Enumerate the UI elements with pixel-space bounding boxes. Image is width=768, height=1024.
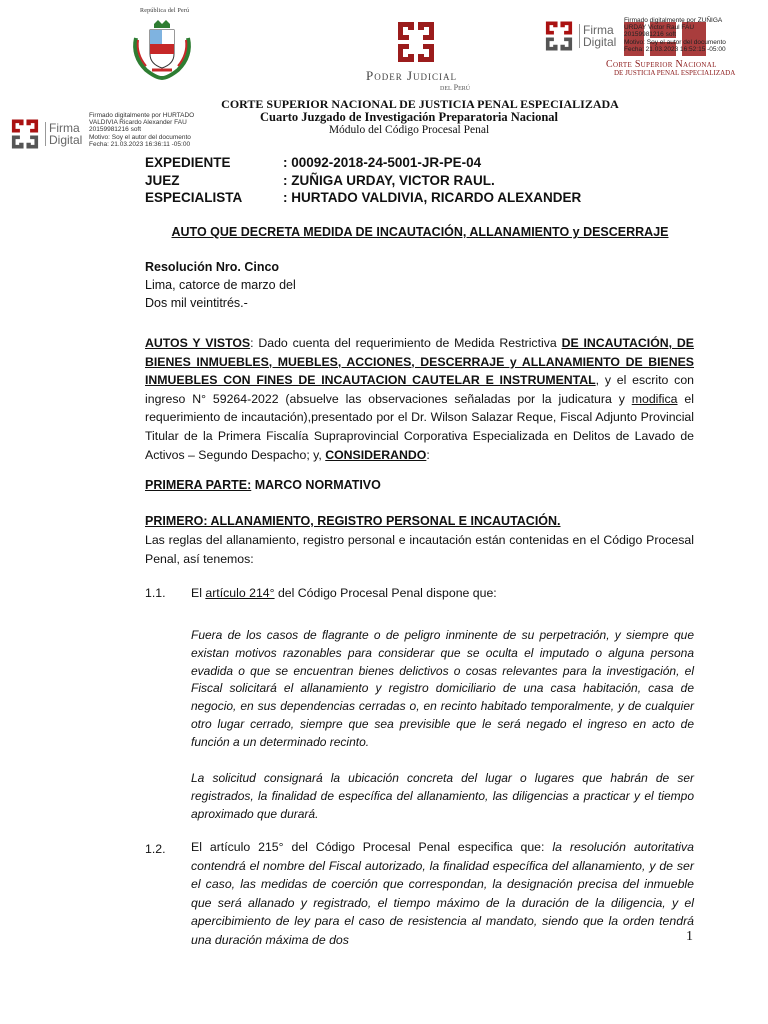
pj-emblem-icon: [396, 20, 436, 64]
poder-judicial-logo: [396, 20, 436, 64]
escudo-title: República del Perú: [140, 8, 190, 14]
sign-right-line: URDAY Victor Raul FAU: [624, 24, 695, 32]
firma-label-2: Digital: [49, 133, 83, 147]
court-line-3: Módulo del Código Procesal Penal: [328, 124, 490, 136]
firma-label-1: Firma: [583, 23, 614, 37]
court-line-2: Cuarto Juzgado de Investigación Preparatoria Nacional: [259, 110, 559, 124]
resolution-date-2: Dos mil veintitrés.-: [145, 296, 248, 310]
csn-title: Corte Superior Nacional: [606, 59, 717, 70]
sign-right-line: Firmado digitalmente por ZUÑIGA: [624, 17, 723, 24]
sign-left-line: Firmado digitalmente por HURTADO: [89, 112, 195, 119]
quote-art-214-p2: La solicitud consignará la ubicación concreta del lugar o lugares que habrán de ser registrados, la finalidad de específica del allanamiento, las diligencias a practicar y el tiempo aproximado que durará.: [191, 771, 694, 821]
item-text: [191, 584, 694, 603]
resolution-number: Resolución Nro. Cinco: [145, 260, 280, 274]
item-text-post: del Código Procesal Penal dispone que:: [274, 586, 497, 600]
primero-rest: ALLANAMIENTO, REGISTRO PERSONAL E INCAUTACIÓN.: [207, 514, 561, 528]
item-text-pre: El: [191, 586, 206, 600]
firma-label-2: Digital: [583, 35, 617, 49]
quote-art-214-p1: Fuera de los casos de flagrante o de peligro inminente de su perpetración, y siempre que existan motivos razonables para considerar que se oculta el imputado o alguna persona evadida o que se encuentran bienes delictivos o cosas relevantes para la investigación, el Fiscal solicitará el allanamiento y registro domiciliario de una casa habitación, casa de negocio, en sus dependencias cerradas o, en recinto habitado temporalmente, y de cualquier otro lugar cerrado, siempre que sea previsible que le será negado el ingreso en acto de función a un determinado recinto.: [191, 628, 694, 749]
autos-lead: AUTOS Y VISTOS: [145, 336, 251, 350]
pj-sub-text: del Perú: [440, 83, 471, 92]
part-heading-rest: MARCO NORMATIVO: [251, 478, 381, 492]
primero-heading: [145, 514, 561, 528]
especialista-label: ESPECIALISTA: [145, 190, 243, 205]
autos-modifica: modifica: [631, 391, 678, 406]
sign-right-block: [624, 17, 734, 53]
autos-text-2: , y el escrito con ingreso N° 59264-2022 (absuelve las observaciones señaladas por la judicatura y: [145, 373, 694, 406]
sign-left-line: Fecha: 21.03.2023 16:36:11 -05:00: [89, 140, 191, 148]
especialista-row: [145, 190, 581, 205]
sign-right-line: Fecha: 21.03.2023 16:52:15 -05:00: [624, 45, 726, 53]
autos-bold-measures: DE INCAUTACIÓN, DE BIENES INMUEBLES, MUEBLES, ACCIONES, DESCERRAJE y ALLANAMIENTO DE BIENES INMUEBLES CON FINES DE INCAUTACION CAUTELAR E INSTRUMENTAL: [145, 336, 694, 388]
sign-left-line: 20159981216 soft: [89, 126, 142, 134]
juez-label: JUEZ: [145, 173, 180, 188]
especialista-value: : HURTADO VALDIVIA, RICARDO ALEXANDER: [283, 190, 582, 205]
sign-left-line: VALDIVIA Ricardo Alexander FAU: [89, 119, 187, 127]
expediente-row: [145, 155, 481, 170]
firma-label-1: Firma: [49, 121, 80, 135]
sign-left-line: Motivo: Soy el autor del documento: [89, 133, 191, 141]
autos-text-1: : Dado cuenta del requerimiento de Medida Restrictiva: [250, 336, 562, 350]
primero-prefix: PRIMERO:: [145, 514, 208, 528]
primero-intro: Las reglas del allanamiento, registro personal e incautación están contenidas en el Código Procesal Penal, así tenemos:: [145, 533, 694, 566]
resolution-date-1: Lima, catorce de marzo del: [145, 278, 296, 292]
firma-digital-icon: [542, 20, 576, 52]
autos-paragraph: [145, 334, 694, 464]
sign-right-line: Motivo: Soy el autor del documento: [624, 38, 726, 46]
firma-digital-right: [542, 20, 616, 52]
coat-of-arms-icon: [122, 8, 202, 80]
item-text-italic: la resolución autoritativa contendrá el nombre del Fiscal autorizado, la finalidad específica del allanamiento, y de ser el caso, las medidas de coerción que correspondan, la designación precisa del inmueble que será allanado y registrado, el tiempo máximo de la duración de la diligencia, y el apercibimiento de ley para el caso de resistencia al mandato, siendo que la orden tendrá una duración máxima de dos: [191, 840, 694, 947]
autos-text-3: el requerimiento de incautación),presentado por el Dr. Wilson Salazar Reque, Fiscal Adjunto Provincial Titular de la Primera Fiscalía Supraprovincial Corporativa Especializada en Delitos de Lavado de Activos – Segundo Despacho; y,: [145, 391, 694, 462]
pj-brand-text: Poder Judicial: [366, 68, 458, 83]
document-title: AUTO QUE DECRETA MEDIDA DE INCAUTACIÓN, ALLANAMIENTO y DESCERRAJE: [171, 225, 669, 239]
escudo-peru: [122, 8, 202, 80]
item-number: 1.2.: [145, 842, 166, 856]
item-text-pre: El artículo 215° del Código Procesal Penal especifica que:: [191, 840, 553, 854]
csn-sub: DE JUSTICIA PENAL ESPECIALIZADA: [614, 69, 736, 77]
expediente-value: : 00092-2018-24-5001-JR-PE-04: [283, 155, 482, 170]
sign-right-line: 20159981216 soft: [624, 31, 677, 39]
page-number: 1: [686, 929, 693, 944]
expediente-label: EXPEDIENTE: [145, 155, 231, 170]
juez-row: [145, 173, 495, 188]
autos-text-4: :: [426, 447, 430, 462]
court-line-1: CORTE SUPERIOR NACIONAL DE JUSTICIA PENAL ESPECIALIZADA: [221, 97, 619, 111]
item-text: [191, 838, 694, 947]
part-heading: [145, 478, 381, 492]
juez-value: : ZUÑIGA URDAY, VICTOR RAUL.: [283, 173, 495, 188]
part-heading-prefix: PRIMERA PARTE:: [145, 478, 252, 492]
item-number: 1.1.: [145, 586, 166, 600]
considerando-word: CONSIDERANDO: [325, 447, 427, 462]
article-214-ref: artículo 214°: [205, 586, 275, 600]
